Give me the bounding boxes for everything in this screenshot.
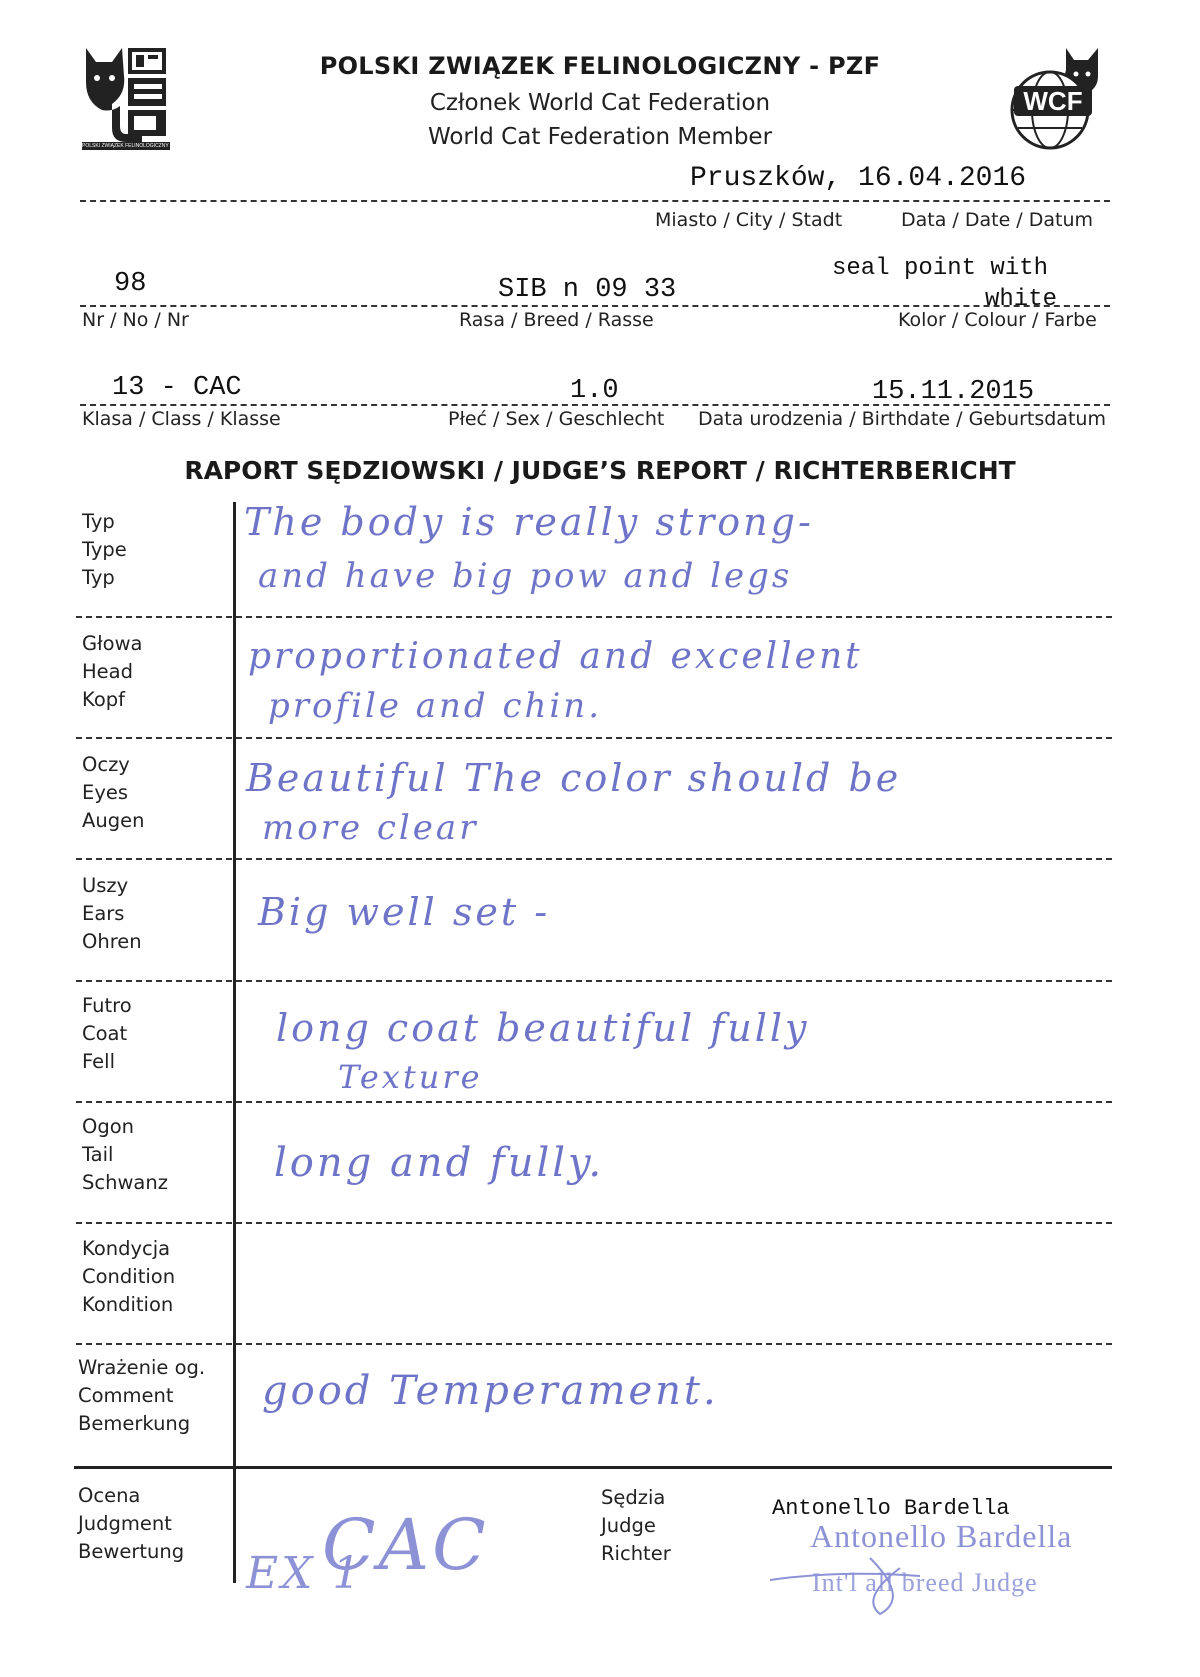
section-divider [76, 1222, 1112, 1224]
section-ears-text-line1: Big well set - [258, 890, 551, 934]
sex-label: Płeć / Sex / Geschlecht [448, 408, 665, 430]
cat-number-value: 98 [114, 269, 147, 299]
report-title: RAPORT SĘDZIOWSKI / JUDGE’S REPORT / RICHTERBERICHT [184, 456, 1016, 485]
wcf-logo [1000, 46, 1112, 154]
judgment-label: Ocena Judgment Bewertung [78, 1484, 185, 1563]
section-head-text-line1: proportionated and excellent [248, 636, 863, 677]
place-date-value: Pruszków, 16.04.2016 [690, 163, 1027, 194]
section-coat-text-line2: Texture [338, 1058, 483, 1096]
breed-value: SIB n 09 33 [498, 275, 677, 305]
number-label: Nr / No / Nr [82, 309, 189, 331]
section-type-label: Typ Type Typ [82, 510, 127, 589]
judge-stamp-name: Antonello Bardella [810, 1518, 1073, 1554]
section-comment-label: Wrażenie og. Comment Bemerkung [78, 1356, 206, 1435]
organization-subtitle-pl: Członek World Cat Federation [429, 90, 771, 116]
section-tail-label: Ogon Tail Schwanz [82, 1115, 168, 1194]
class-label: Klasa / Class / Klasse [82, 408, 281, 430]
breed-label: Rasa / Breed / Rasse [459, 309, 654, 331]
section-head-label: Głowa Head Kopf [82, 632, 143, 711]
section-tail-text-line1: long and fully. [274, 1140, 605, 1186]
section-divider [76, 616, 1112, 618]
judge-stamp [760, 1518, 1110, 1618]
birthdate-value: 15.11.2015 [872, 377, 1035, 407]
section-condition-label: Kondycja Condition Kondition [82, 1237, 176, 1316]
date-label: Data / Date / Datum [901, 209, 1094, 231]
sex-value: 1.0 [570, 376, 619, 406]
section-divider [76, 737, 1112, 739]
section-eyes-label: Oczy Eyes Augen [82, 753, 145, 832]
judgment-cac-value: CAC [322, 1504, 489, 1586]
organization-subtitle-en: World Cat Federation Member [427, 124, 773, 150]
section-ears-label: Uszy Ears Ohren [82, 874, 142, 953]
class-value: 13 - CAC [112, 373, 242, 403]
place-date-line [80, 200, 1110, 202]
class-line [80, 404, 1110, 406]
judge-label: Sędzia Judge Richter [601, 1486, 671, 1565]
section-divider [76, 980, 1112, 982]
city-label: Miasto / City / Stadt [655, 209, 843, 231]
colour-label: Kolor / Colour / Farbe [898, 309, 1097, 331]
section-comment-text-line1: good Temperament. [262, 1368, 719, 1414]
wcf-logo-text: WCF [1023, 86, 1083, 116]
colour-value-line1: seal point with [832, 255, 1049, 282]
section-divider [76, 1343, 1112, 1345]
judgment-ex-value: EX 1 [246, 1548, 364, 1599]
signature-scribble [760, 1518, 1110, 1618]
pzf-logo-caption: POLSKI ZWIĄZEK FELINOLOGICZNY [82, 143, 169, 149]
report-column-divider [233, 502, 236, 1583]
birthdate-label: Data urodzenia / Birthdate / Geburtsdatum [698, 408, 1106, 430]
section-eyes-text-line2: more clear [262, 808, 479, 848]
organization-title: POLSKI ZWIĄZEK FELINOLOGICZNY - PZF [319, 52, 881, 80]
section-type-text-line1: The body is really strong- [244, 500, 814, 544]
judge-stamp-title: Int'l all breed Judge [812, 1568, 1038, 1597]
section-coat-text-line1: long coat beautiful fully [276, 1006, 810, 1050]
section-coat-label: Futro Coat Fell [82, 994, 132, 1073]
colour-value-line2: white [985, 286, 1058, 313]
judgment-separator [74, 1466, 1112, 1469]
section-divider [76, 1101, 1112, 1103]
breed-line [80, 305, 1110, 307]
section-head-text-line2: profile and chin. [268, 686, 603, 726]
judge-name: Antonello Bardella [772, 1496, 1010, 1521]
section-divider [76, 858, 1112, 860]
section-eyes-text-line1: Beautiful The color should be [246, 756, 902, 800]
section-type-text-line2: and have big pow and legs [258, 556, 793, 596]
